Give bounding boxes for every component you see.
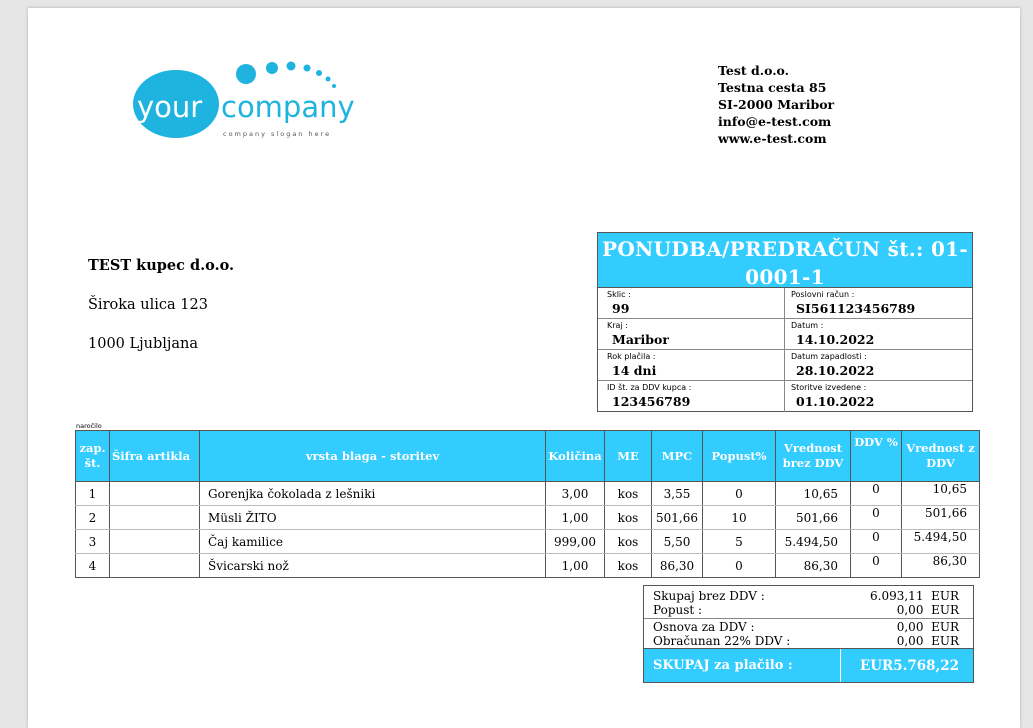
header-qty: Količina [546,431,605,482]
cell-gross: 5.494,50 [902,530,980,554]
document-title [598,233,972,288]
field-label: Datum zapadlosti : [791,352,867,361]
field-label: Poslovni račun : [791,290,855,299]
seller-name: Test d.o.o. [718,63,790,78]
field-poslovni-racun [785,288,972,319]
field-rok-placila [598,350,785,381]
document-title-line1: PONUDBA/PREDRAČUN št.: 01- [602,237,968,261]
logo-slogan: company slogan here [223,130,332,138]
total-net-label: Skupaj brez DDV : [653,589,765,603]
company-logo [133,48,363,148]
buyer-info [88,256,234,354]
logo-word-left: your [137,90,203,124]
field-label: Sklic : [607,290,631,299]
logo-word-right: company [221,90,355,124]
cell-unit: kos [605,506,652,530]
total-payable-value: EUR5.768,22 [859,658,959,674]
buyer-name: TEST kupec d.o.o. [88,257,235,274]
field-datum-zapadlosti [785,350,972,381]
total-payable-divider [840,649,841,682]
cell-desc: Švicarski nož [200,554,546,578]
seller-info [718,62,834,147]
field-value: 14 dni [612,363,657,378]
document-info-box [597,232,973,412]
cell-disc: 10 [703,506,776,530]
cell-desc: Gorenjka čokolada z lešniki [200,482,546,506]
cell-price: 5,50 [652,530,703,554]
cell-qty: 1,00 [546,506,605,530]
field-value: 01.10.2022 [796,394,875,409]
cell-unit: kos [605,482,652,506]
total-vat-label: Obračunan 22% DDV : [653,634,791,648]
field-value: Maribor [612,332,669,347]
total-net-row [653,589,959,603]
table-header-row [76,431,980,482]
header-vat: DDV % [851,431,902,482]
field-label: Storitve izvedene : [791,383,867,392]
cell-desc: Čaj kamilice [200,530,546,554]
field-value: SI561123456789 [796,301,916,316]
header-net: Vrednost brez DDV [776,431,851,482]
cell-disc: 0 [703,554,776,578]
cell-vat: 0 [851,554,902,578]
field-kraj [598,319,785,350]
total-base-label: Osnova za DDV : [653,620,755,634]
cell-code [110,482,200,506]
table-row [76,554,980,578]
header-unit: ME [605,431,652,482]
total-base-value: 0,00 EUR [896,620,959,634]
table-row [76,530,980,554]
cell-price: 501,66 [652,506,703,530]
cell-gross: 10,65 [902,482,980,506]
field-storitve-izvedene [785,381,972,412]
totals-box [643,585,974,683]
header-price: MPC [652,431,703,482]
cell-no: 2 [76,506,110,530]
cell-code [110,554,200,578]
invoice-page [28,8,1020,728]
cell-gross: 501,66 [902,506,980,530]
field-label: Rok plačila : [607,352,656,361]
total-net-value: 6.093,11 EUR [870,589,959,603]
seller-email: info@e-test.com [718,114,832,129]
cell-vat: 0 [851,482,902,506]
field-id-ddv [598,381,785,412]
cell-desc: Müsli ŽITO [200,506,546,530]
cell-net: 10,65 [776,482,851,506]
total-discount-label: Popust : [653,603,703,617]
cell-qty: 999,00 [546,530,605,554]
seller-web: www.e-test.com [718,131,827,146]
table-row [76,506,980,530]
field-value: 28.10.2022 [796,363,875,378]
cell-disc: 0 [703,482,776,506]
header-disc: Popust% [703,431,776,482]
total-payable-label: SKUPAJ za plačilo : [653,658,793,673]
cell-unit: kos [605,554,652,578]
cell-no: 1 [76,482,110,506]
cell-disc: 5 [703,530,776,554]
field-label: Kraj : [607,321,628,330]
cell-gross: 86,30 [902,554,980,578]
total-vat-row [653,634,959,648]
total-vat-value: 0,00 EUR [896,634,959,648]
items-table [75,430,980,578]
totals-divider [644,618,973,619]
cell-code [110,530,200,554]
buyer-street: Široka ulica 123 [88,297,208,313]
field-value: 99 [612,301,630,316]
cell-code [110,506,200,530]
cell-no: 3 [76,530,110,554]
header-desc: vrsta blaga - storitev [200,431,546,482]
cell-qty: 3,00 [546,482,605,506]
total-payable-row [644,649,973,682]
cell-price: 86,30 [652,554,703,578]
cell-net: 86,30 [776,554,851,578]
seller-street: Testna cesta 85 [718,80,827,95]
buyer-city: 1000 Ljubljana [88,336,199,352]
header-code: Šifra artikla [110,431,200,482]
field-label: ID št. za DDV kupca : [607,383,692,392]
total-base-row [653,620,959,634]
field-datum [785,319,972,350]
field-value: 14.10.2022 [796,332,875,347]
seller-city: SI-2000 Maribor [718,97,835,112]
header-gross: Vrednost z DDV [902,431,980,482]
cell-vat: 0 [851,506,902,530]
cell-unit: kos [605,530,652,554]
table-row [76,482,980,506]
total-discount-row [653,603,959,617]
field-value: 123456789 [612,394,691,409]
total-discount-value: 0,00 EUR [896,603,959,617]
cell-vat: 0 [851,530,902,554]
cell-price: 3,55 [652,482,703,506]
cell-net: 5.494,50 [776,530,851,554]
cell-net: 501,66 [776,506,851,530]
cell-no: 4 [76,554,110,578]
field-label: Datum : [791,321,824,330]
header-no: zap. št. [76,431,110,482]
field-sklic [598,288,785,319]
order-label: naročilo [76,422,102,430]
cell-qty: 1,00 [546,554,605,578]
document-title-line2: 0001-1 [745,265,825,289]
